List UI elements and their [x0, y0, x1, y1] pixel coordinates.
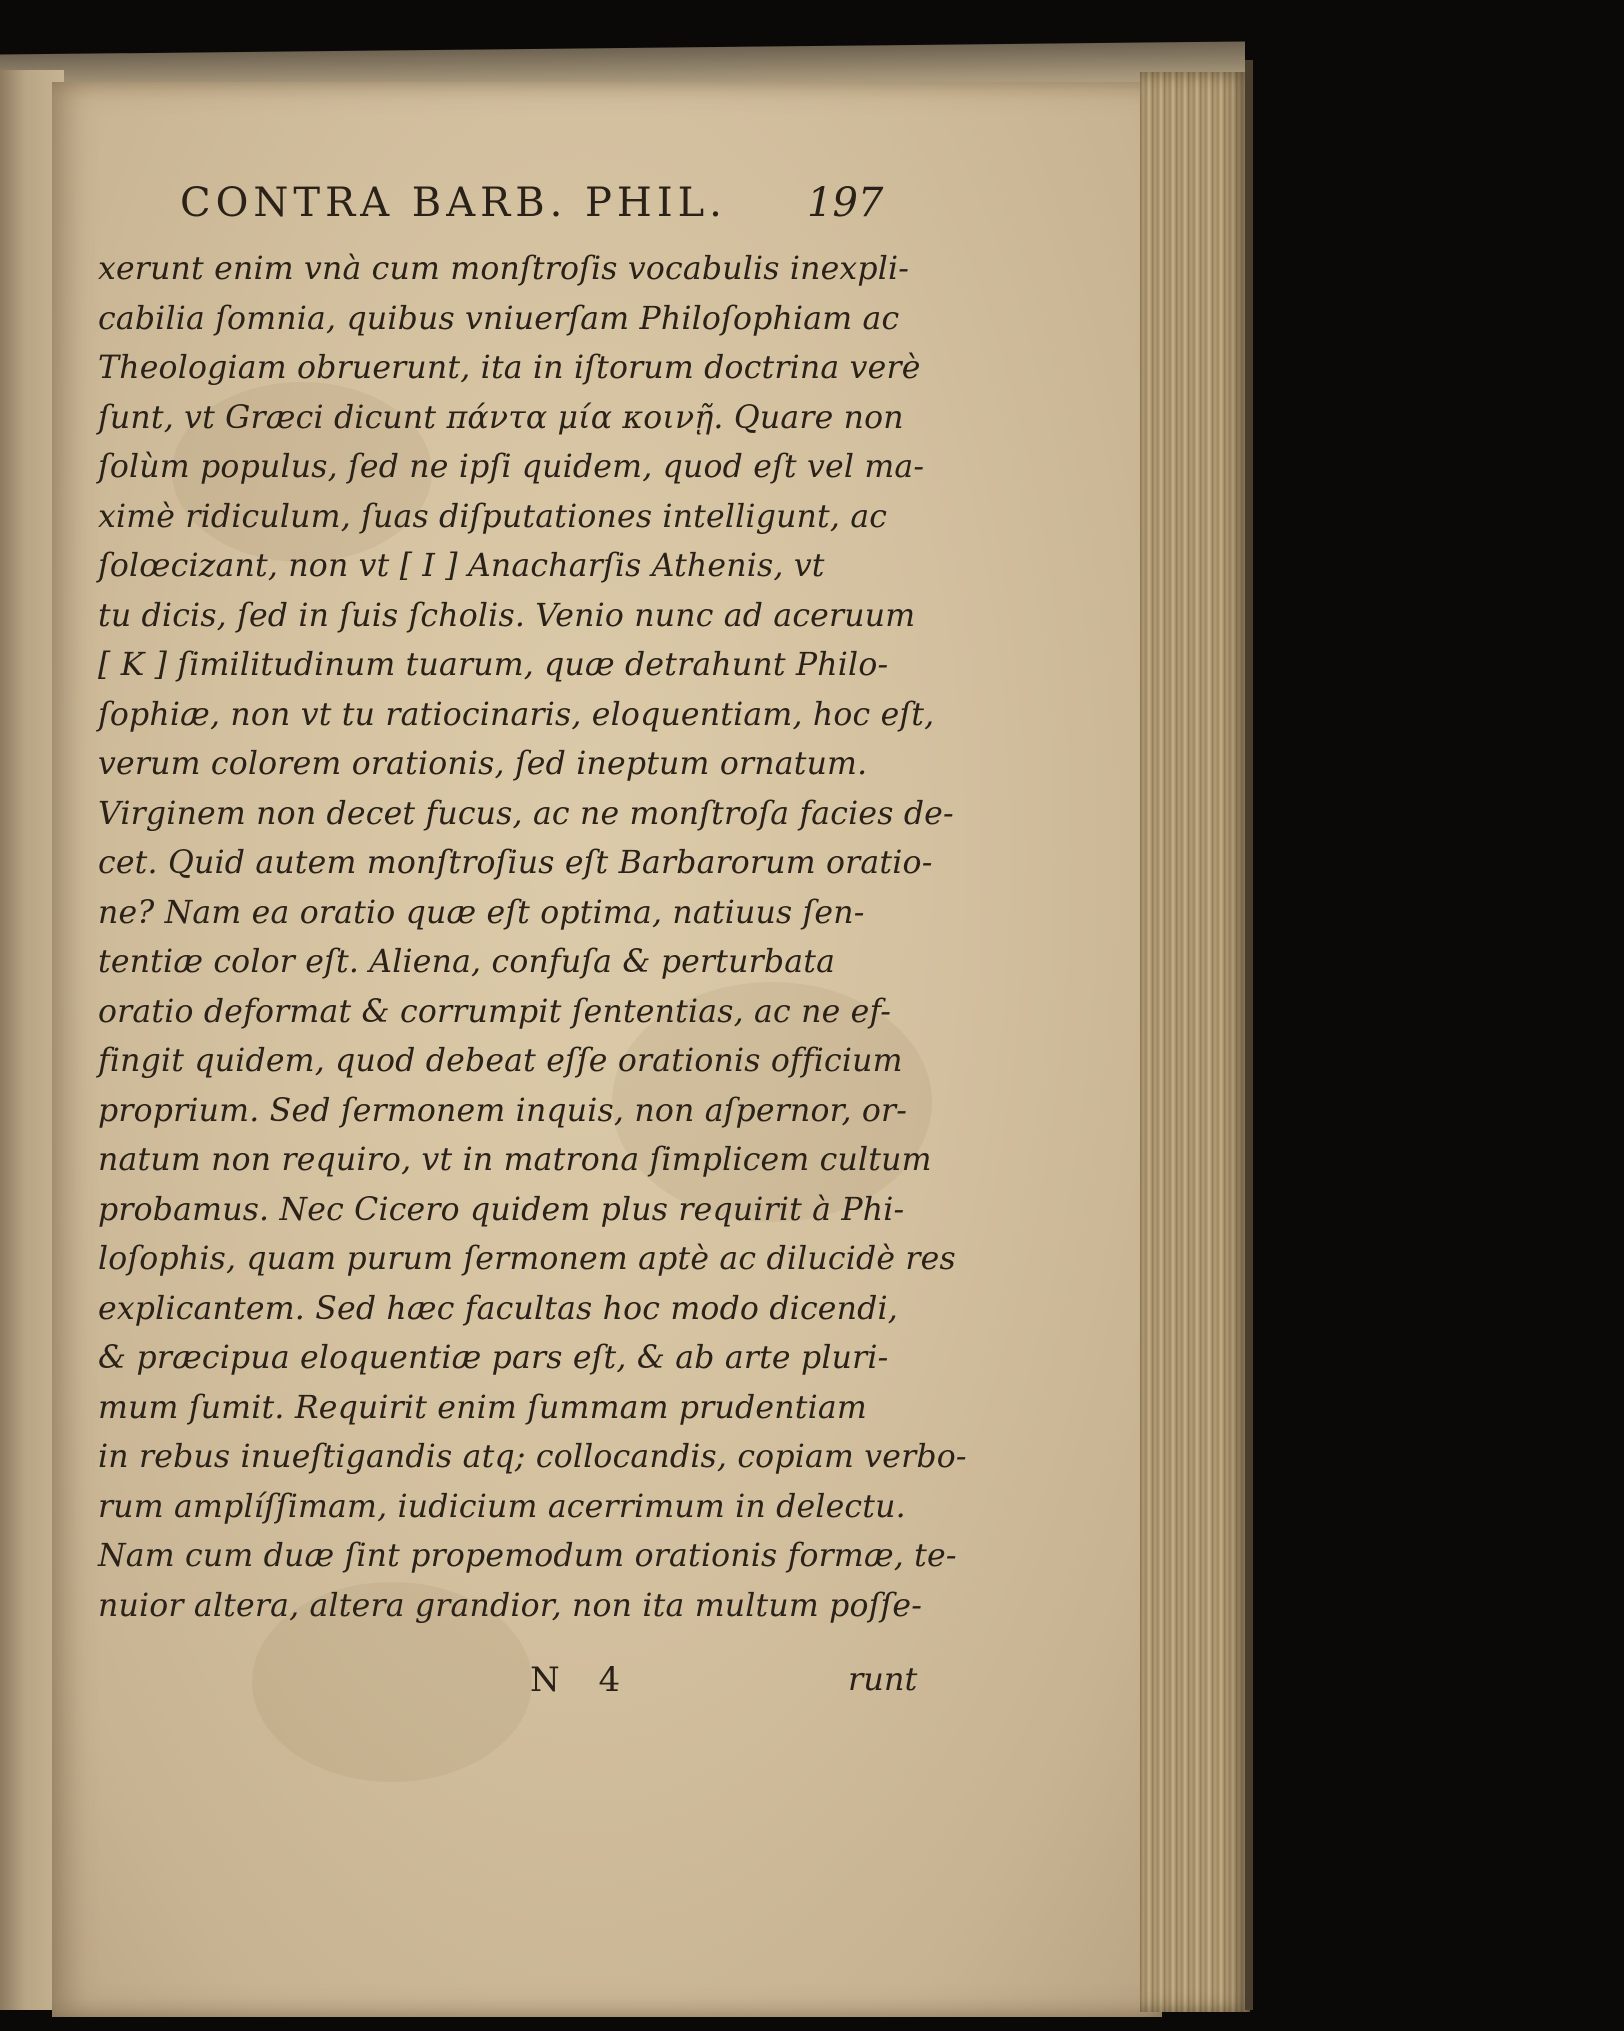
- page-edge-shadow: [1245, 60, 1253, 2010]
- text-line: Theologiam obruerunt, ita in iſtorum doctrina verè: [98, 350, 921, 386]
- text-line: ſophiæ, non vt tu ratiocinaris, eloquentiam, hoc eſt,: [98, 696, 935, 733]
- text-line: [ K ] ſimilitudinum tuarum, quæ detrahunt Philo-: [98, 647, 889, 683]
- page-edges-stack: [1140, 72, 1250, 2012]
- text-line: natum non requiro, vt in matrona ſimplicem cultum: [98, 1142, 932, 1178]
- text-line: ne? Nam ea oratio quæ eſt optima, natiuus ſen-: [98, 894, 865, 931]
- text-line: loſophis, quam purum ſermonem aptè ac dilucidè res: [98, 1241, 956, 1277]
- text-line: ſunt, vt Græci dicunt πάντα μία κοινῇ. Quare non: [98, 399, 904, 436]
- text-line: Virginem non decet fucus, ac ne monſtroſa facies de-: [98, 795, 954, 832]
- text-line: oratio deformat & corrumpit ſententias, ac ne ef-: [98, 993, 892, 1030]
- text-line: tentiæ color eſt. Aliena, confuſa & perturbata: [98, 944, 836, 980]
- text-line: in rebus inueſtigandis atq; collocandis, copiam verbo-: [98, 1439, 967, 1475]
- text-line: probamus. Nec Cicero quidem plus requirit à Phi-: [98, 1191, 905, 1228]
- text-line: ſolùm populus, ſed ne ipſi quidem, quod eſt vel ma-: [98, 449, 925, 485]
- text-line: mum ſumit. Requirit enim ſummam prudentiam: [98, 1389, 867, 1426]
- page-number: 197: [807, 180, 884, 226]
- text-line: Nam cum duæ ſint propemodum orationis formæ, te-: [98, 1538, 957, 1574]
- running-title: CONTRA BARB. PHIL.: [180, 180, 727, 226]
- signature-mark: N 4: [530, 1660, 635, 1700]
- text-line: & præcipua eloquentiæ pars eſt, & ab arte pluri-: [98, 1340, 889, 1376]
- text-line: cabilia ſomnia, quibus vniuerſam Philoſophiam ac: [98, 300, 900, 337]
- text-line: ſolœcizant, non vt [ I ] Anacharſis Athenis, vt: [98, 548, 825, 584]
- text-line: verum colorem orationis, ſed ineptum ornatum.: [98, 746, 868, 782]
- text-line: explicantem. Sed hæc facultas hoc modo dicendi,: [98, 1290, 898, 1327]
- text-line: cet. Quid autem monſtroſius eſt Barbarorum oratio-: [98, 845, 933, 881]
- catchword: runt: [848, 1660, 918, 1698]
- text-line: tu dicis, ſed in ſuis ſcholis. Venio nunc ad aceruum: [98, 597, 916, 634]
- page-footer: [530, 1660, 930, 1710]
- text-line: proprium. Sed ſermonem inquis, non aſpernor, or-: [98, 1092, 908, 1129]
- body-text: [98, 245, 967, 1631]
- text-line: fingit quidem, quod debeat eſſe orationis officium: [98, 1043, 903, 1079]
- text-line: nuior altera, altera grandior, non ita multum poſſe-: [98, 1587, 923, 1624]
- text-line: ximè ridiculum, ſuas diſputationes intelligunt, ac: [98, 498, 888, 535]
- text-line: xerunt enim vnà cum monſtroſis vocabulis inexpli-: [98, 251, 910, 287]
- text-line: rum amplíſſimam, iudicium acerrimum in delectu.: [98, 1488, 906, 1525]
- running-head: [180, 180, 900, 240]
